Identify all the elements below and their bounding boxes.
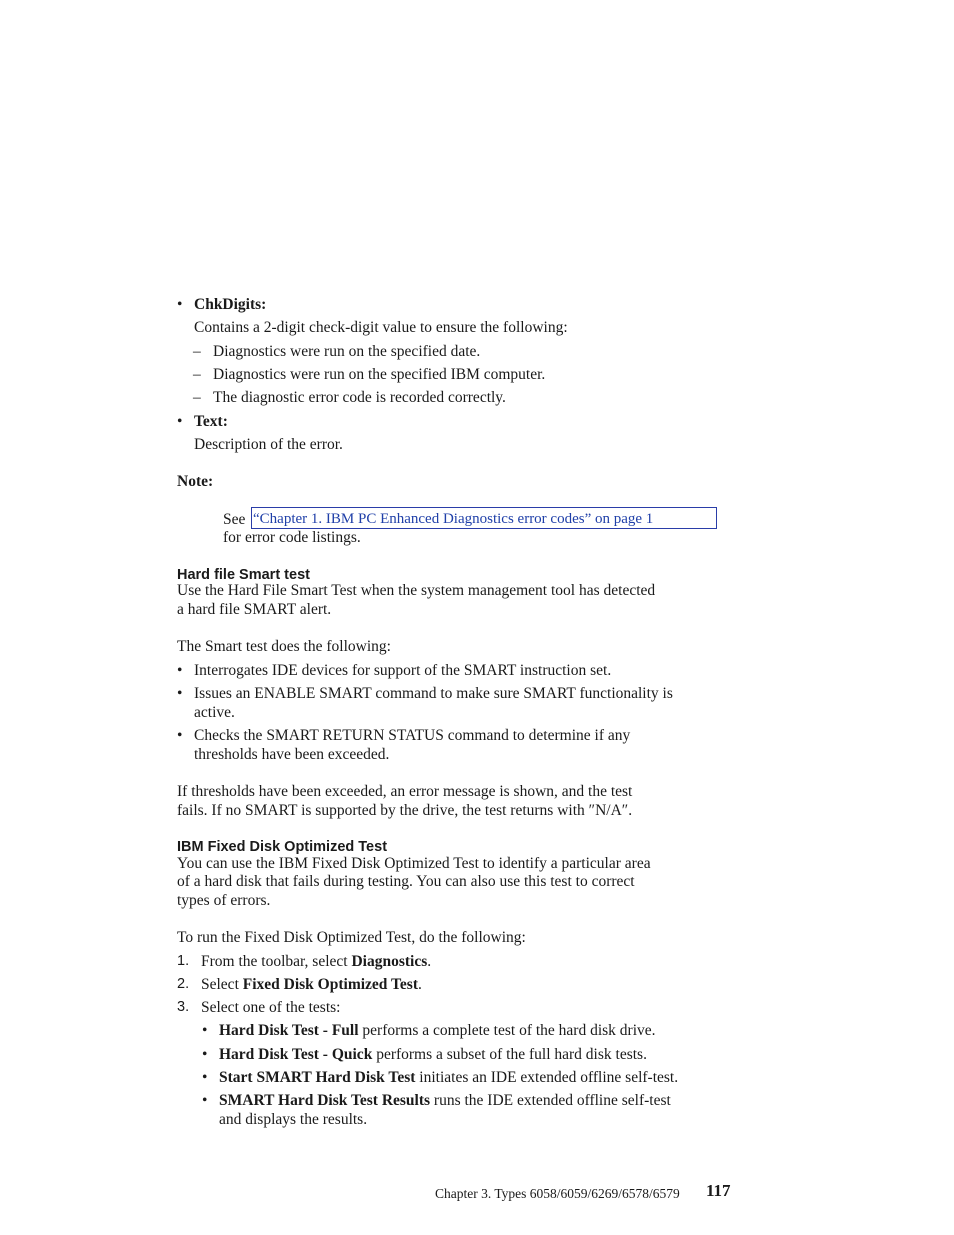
dash-glyph: –	[193, 343, 201, 360]
step-text: From the toolbar, select Diagnostics.	[201, 953, 432, 970]
footer-chapter: Chapter 3. Types 6058/6059/6269/6578/6579	[435, 1186, 680, 1201]
dash-glyph: –	[193, 389, 201, 406]
note-see: See	[223, 511, 246, 528]
step-text: Select Fixed Disk Optimized Test.	[201, 976, 422, 993]
bullet-glyph: •	[202, 1022, 208, 1039]
bullet-glyph: •	[202, 1092, 208, 1109]
lead-sentence: To run the Fixed Disk Optimized Test, do the following:	[177, 929, 526, 946]
list-item-continuation: thresholds have been exceeded.	[194, 746, 390, 763]
step-text: Select one of the tests:	[201, 999, 341, 1016]
test-option: Start SMART Hard Disk Test initiates an IDE extended offline self-test.	[219, 1069, 679, 1086]
paragraph-line: fails. If no SMART is supported by the drive, the test returns with ″N/A″.	[177, 802, 633, 819]
text-label: Text:	[194, 413, 228, 430]
bullet-glyph: •	[177, 662, 183, 679]
bullet-glyph: •	[177, 296, 183, 313]
chkdigits-item: Diagnostics were run on the specified IBM computer.	[213, 366, 546, 383]
paragraph-line: types of errors.	[177, 892, 271, 909]
section-heading-smart-test: Hard file Smart test	[177, 567, 310, 583]
test-option: Hard Disk Test - Quick performs a subset of the full hard disk tests.	[219, 1046, 647, 1063]
list-item: Checks the SMART RETURN STATUS command to determine if any	[194, 727, 631, 744]
section-heading-fixed-disk-test: IBM Fixed Disk Optimized Test	[177, 839, 388, 855]
bullet-glyph: •	[177, 727, 183, 744]
paragraph-line: of a hard disk that fails during testing. You can also use this test to correct	[177, 873, 635, 890]
cross-reference-link[interactable]: “Chapter 1. IBM PC Enhanced Diagnostics error codes” on page 1	[253, 511, 654, 527]
bullet-glyph: •	[202, 1046, 208, 1063]
chkdigits-item: Diagnostics were run on the specified date.	[213, 343, 481, 360]
test-option: SMART Hard Disk Test Results runs the IDE extended offline self-test	[219, 1092, 671, 1109]
chkdigits-description: Contains a 2-digit check-digit value to ensure the following:	[194, 319, 568, 336]
cross-reference-link-box[interactable]	[251, 507, 717, 529]
bullet-glyph: •	[177, 685, 183, 702]
step-number: 1.	[177, 953, 190, 969]
chkdigits-label: ChkDigits:	[194, 296, 267, 313]
list-item: Issues an ENABLE SMART command to make sure SMART functionality is	[194, 685, 673, 702]
test-option-continuation: and displays the results.	[219, 1111, 368, 1128]
paragraph-line: a hard file SMART alert.	[177, 601, 332, 618]
paragraph-line: You can use the IBM Fixed Disk Optimized Test to identify a particular area	[177, 855, 651, 872]
note-label: Note:	[177, 473, 214, 490]
bullet-glyph: •	[177, 413, 183, 430]
note-after-text: for error code listings.	[223, 529, 361, 546]
step-number: 2.	[177, 976, 190, 992]
list-item: Interrogates IDE devices for support of the SMART instruction set.	[194, 662, 612, 679]
page-number: 117	[706, 1181, 731, 1200]
test-option: Hard Disk Test - Full performs a complete test of the hard disk drive.	[219, 1022, 656, 1039]
step-number: 3.	[177, 999, 190, 1015]
paragraph-line: Use the Hard File Smart Test when the system management tool has detected	[177, 582, 656, 599]
chkdigits-item: The diagnostic error code is recorded correctly.	[213, 389, 506, 406]
text-description: Description of the error.	[194, 436, 343, 453]
bullet-glyph: •	[202, 1069, 208, 1086]
list-item-continuation: active.	[194, 704, 235, 721]
paragraph-line: If thresholds have been exceeded, an error message is shown, and the test	[177, 783, 633, 800]
dash-glyph: –	[193, 366, 201, 383]
lead-sentence: The Smart test does the following:	[177, 638, 391, 655]
